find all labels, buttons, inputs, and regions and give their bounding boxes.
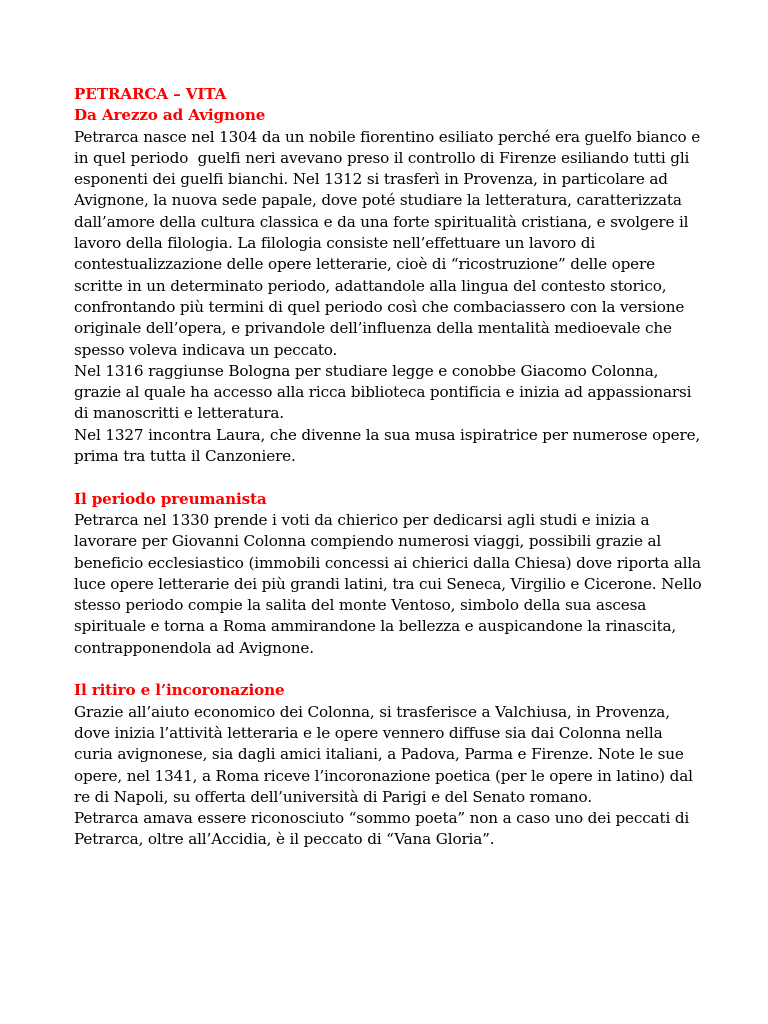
paragraph: Nel 1316 raggiunse Bologna per studiare legge e conobbe Giacomo Colonna, grazie al quale ha accesso alla ricca biblioteca pontificia e inizia ad appassionarsi di manoscritti e letteratura. [74, 361, 697, 423]
section-heading: Il periodo preumanista [74, 489, 267, 508]
section-heading: Da Arezzo ad Avignone [74, 106, 266, 125]
paragraph: Petrarca nel 1330 prende i voti da chierico per dedicarsi agli studi e inizia a lavorare per Giovanni Colonna compiendo numerosi viaggi, possibili grazie al beneficio ecclesiastico (immobili concessi ai chierici dalla Chiesa) dove riporta alla luce opere letterarie dei più grandi latini, tra cui Seneca, Virgilio e Cicerone. Nello stesso periodo compie la salita del monte Ventoso, simbolo della sua ascesa spirituale e torna a Roma ammirandone la bellezza e auspicandone la rinascita, contrapponendola ad Avignone. [74, 510, 707, 657]
section-arezzo-avignone [74, 105, 704, 467]
paragraph: Petrarca amava essere riconosciuto “sommo poeta” non a caso uno dei peccati di Petrarca, oltre all’Accidia, è il peccato di “Vana Gloria”. [74, 809, 694, 849]
paragraph: Petrarca nasce nel 1304 da un nobile fiorentino esiliato perché era guelfo bianco e in quel periodo guelfi neri avevano preso il controllo di Firenze esiliando tutti gli esponenti dei guelfi bianchi. Nel 1312 si trasferì in Provenza, in particolare ad Avignone, la nuova sede papale, dove poté studiare la letteratura, caratterizzata dall’amore della cultura classica e da una forte spiritualità cristiana, e svolgere il lavoro della filologia. La filologia consiste nell’effettuare un lavoro di contestualizzazione delle opere letterarie, cioè di “ricostruzione” delle opere scritte in un determinato periodo, adattandole alla lingua del contesto storico, confrontando più termini di quel periodo così che combaciassero con la versione originale dell’opera, e privandole dell’influenza della mentalità medioevale che spesso voleva indicava un peccato. [74, 127, 705, 359]
section-heading: Il ritiro e l’incoronazione [74, 681, 285, 700]
paragraph: Grazie all’aiuto economico dei Colonna, si trasferisce a Valchiusa, in Provenza, dove inizia l’attività letteraria e le opere vennero diffuse sia dai Colonna nella curia avignonese, sia dagli amici italiani, a Padova, Parma e Firenze. Note le sue opere, nel 1341, a Roma riceve l’incoronazione poetica (per le opere in latino) dal re di Napoli, su offerta dell’università di Parigi e del Senato romano. [74, 702, 698, 806]
paragraph: Nel 1327 incontra Laura, che divenne la sua musa ispiratrice per numerose opere, prima tra tutta il Canzoniere. [74, 425, 705, 466]
section-periodo-preumanista [74, 489, 707, 659]
document-page [74, 84, 707, 851]
section-ritiro-incoronazione [74, 680, 704, 850]
document-title: PETRARCA – VITA [74, 85, 227, 103]
section-spacer [74, 659, 704, 680]
section-spacer [74, 467, 704, 488]
